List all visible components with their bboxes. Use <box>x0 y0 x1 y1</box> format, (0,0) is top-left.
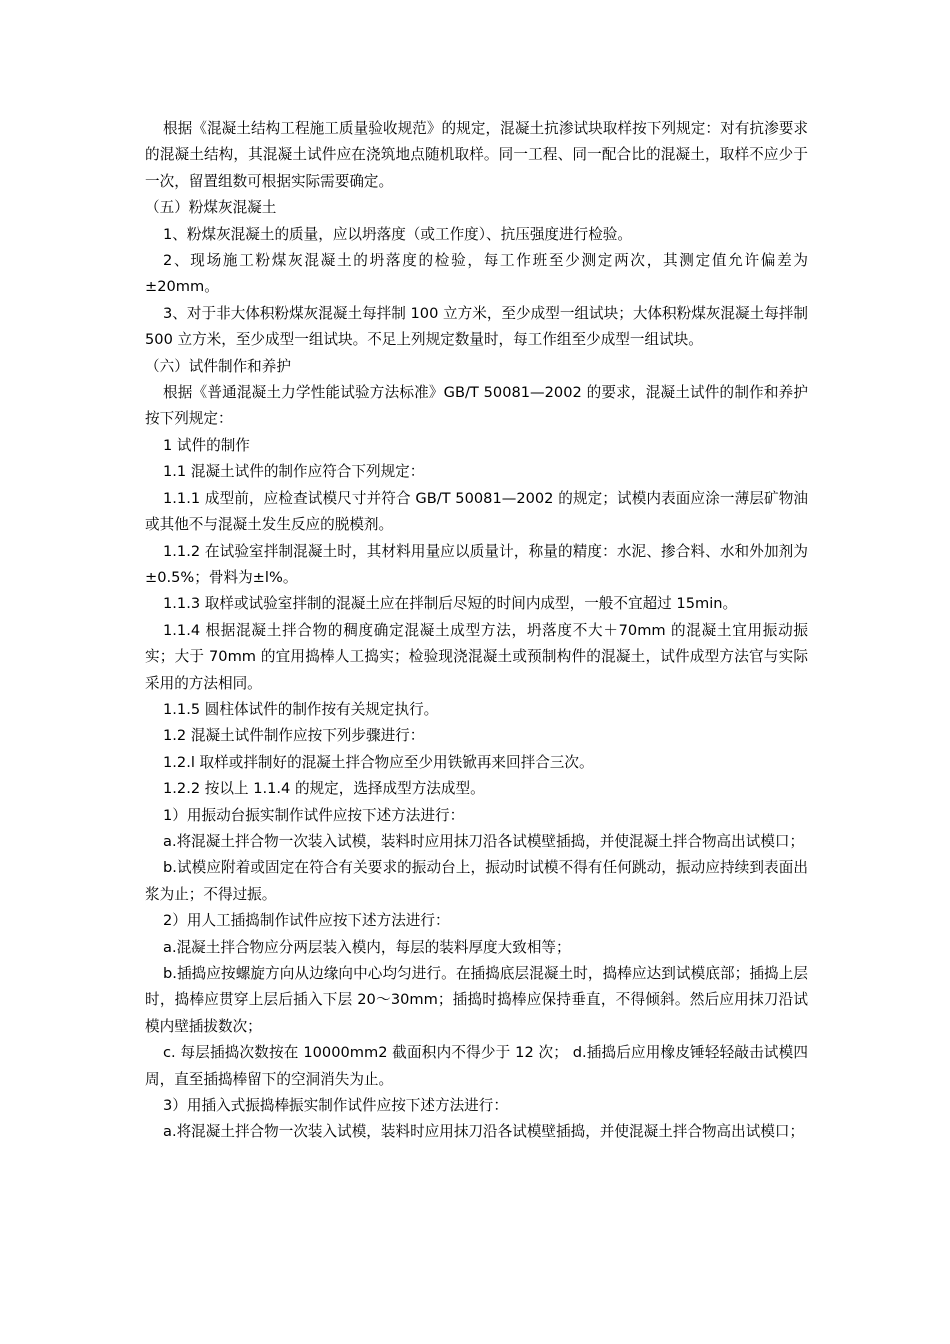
paragraph: 1.1.1 成型前，应检查试模尺寸并符合 GB/T 50081—2002 的规定；试模内表面应涂一薄层矿物油或其他不与混凝土发生反应的脱模剂。 <box>145 489 808 534</box>
paragraph: 1、粉煤灰混凝土的质量，应以坍落度（或工作度）、抗压强度进行检验。 <box>163 225 632 243</box>
paragraph: 1.1 混凝土试件的制作应符合下列规定： <box>163 463 425 481</box>
paragraph: 根据《普通混凝土力学性能试验方法标准》GB/T 50081—2002 的要求，混凝土试件的制作和养护按下列规定： <box>145 384 808 428</box>
paragraph: 1.2 混凝土试件制作应按下列步骤进行： <box>163 727 425 745</box>
paragraph: 根据《混凝土结构工程施工质量验收规范》的规定，混凝土抗渗试块取样按下列规定：对有抗渗要求的混凝土结构，其混凝土试件应在浇筑地点随机取样。同一工程、同一配合比的混凝土，取样不应少于一次，留置组数可根据实际需要确定。 <box>145 120 808 190</box>
paragraph: c. 每层插捣次数按在 10000mm2 截面积内不得少于 12 次； d.插捣后应用橡皮锤轻轻敲击试模四周，直至插捣棒留下的空洞消失为止。 <box>145 1044 808 1088</box>
paragraph: 2、现场施工粉煤灰混凝土的坍落度的检验，每工作班至少测定两次，其测定值允许偏差为±20mm。 <box>145 252 808 296</box>
paragraph: 3）用插入式振捣棒振实制作试件应按下述方法进行： <box>163 1097 508 1115</box>
paragraph: b.插捣应按螺旋方向从边缘向中心均匀进行。在插捣底层混凝土时，捣棒应达到试模底部；插捣上层时，捣棒应贯穿上层后插入下层 20～30mm；插捣时捣棒应保持垂直，不得倾斜。然后应用抹刀沿试模内壁插拔数次； <box>145 965 808 1035</box>
paragraph: 1.2.2 按以上 1.1.4 的规定，选择成型方法成型。 <box>163 780 485 798</box>
subheading: 1 试件的制作 <box>163 436 250 454</box>
section-heading: （五）粉煤灰混凝土 <box>145 199 277 217</box>
section-heading: （六）试件制作和养护 <box>145 357 291 375</box>
paragraph: 1.1.2 在试验室拌制混凝土时，其材料用量应以质量计，称量的精度：水泥、掺合料、水和外加剂为±0.5%；骨料为±l%。 <box>145 542 808 586</box>
paragraph: 1）用振动台振实制作试件应按下述方法进行： <box>163 806 465 824</box>
paragraph: 1.1.4 根据混凝土拌合物的稠度确定混凝土成型方法，坍落度不大＋70mm 的混凝土宜用振动振实；大于 70mm 的宜用捣棒人工捣实；检验现浇混凝土或预制构件的混凝土，试件成型方法官与实际采用的方法相同。 <box>145 621 808 692</box>
paragraph: 1.1.3 取样或试验室拌制的混凝土应在拌制后尽短的时间内成型，一般不宜超过 15min。 <box>163 595 738 613</box>
paragraph: 2）用人工插捣制作试件应按下述方法进行： <box>163 912 450 930</box>
paragraph: a.将混凝土拌合物一次装入试模，装料时应用抹刀沿各试模壁插捣，并使混凝土拌合物高出试模口； <box>163 1123 805 1141</box>
document-body <box>145 116 808 1146</box>
paragraph: a.混凝土拌合物应分两层装入模内，每层的装料厚度大致相等； <box>163 938 571 956</box>
paragraph: 3、对于非大体积粉煤灰混凝土每拌制 100 立方米，至少成型一组试块；大体积粉煤灰混凝土每拌制 500 立方米，至少成型一组试块。不足上列规定数量时，每工作组至少成型一组试块。 <box>145 304 808 349</box>
paragraph: 1.2.l 取样或拌制好的混凝土拌合物应至少用铁锨再来回拌合三次。 <box>163 753 594 771</box>
paragraph: 1.1.5 圆柱体试件的制作按有关规定执行。 <box>163 700 439 718</box>
paragraph: b.试模应附着或固定在符合有关要求的振动台上，振动时试模不得有任何跳动，振动应持续到表面出浆为止；不得过振。 <box>145 859 808 903</box>
paragraph: a.将混凝土拌合物一次装入试模，装料时应用抹刀沿各试模壁插捣，并使混凝土拌合物高出试模口； <box>163 832 805 850</box>
